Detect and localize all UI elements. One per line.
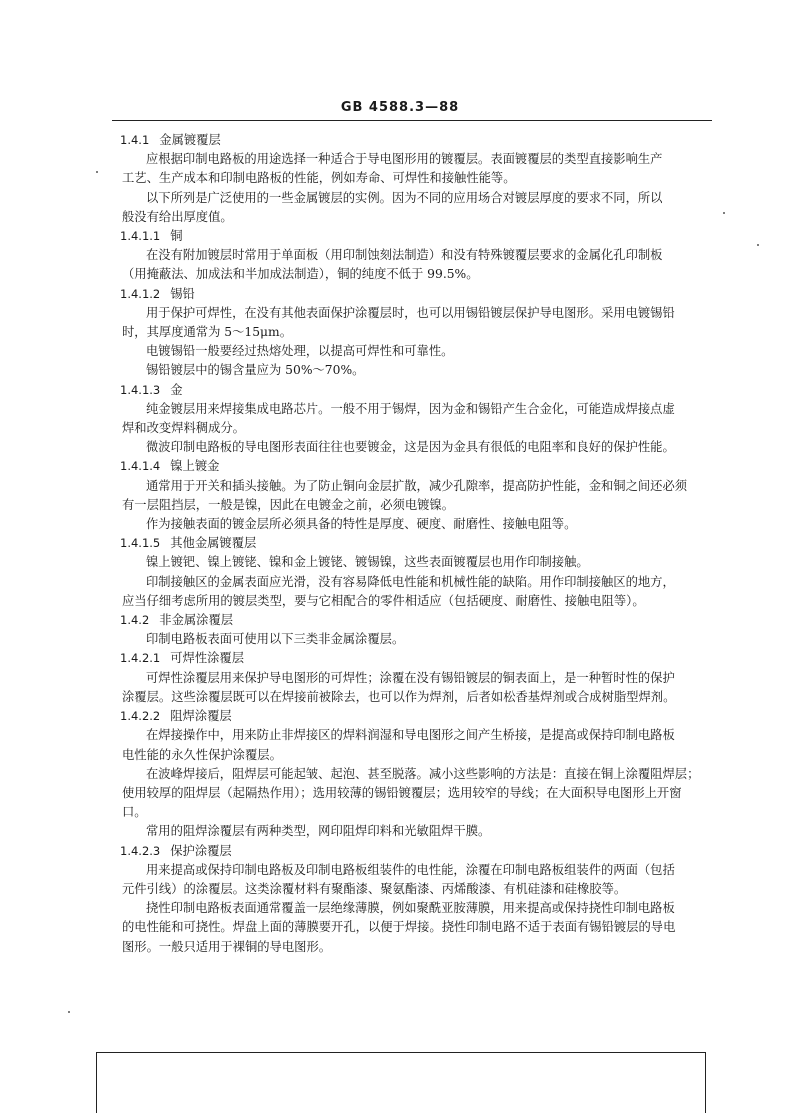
paragraph-line: 以下所列是广泛使用的一些金属镀层的实例。因为不同的应用场合对镀层厚度的要求不同，所以	[146, 190, 663, 205]
section-number: 1.4.1.2	[120, 286, 161, 301]
paragraph-line: 可焊性涂覆层用来保护导电图形的可焊性；涂覆在没有锡铅镀层的铜表面上，是一种暂时性的保护	[146, 670, 675, 685]
section-heading	[118, 457, 718, 476]
section-title: 非金属涂覆层	[159, 613, 234, 628]
paragraph-line: 电性能的永久性保护涂覆层。	[122, 747, 282, 762]
paragraph-line: 在焊接操作中，用来防止非焊接区的焊料润湿和导电图形之间产生桥接，是提高或保持印制电路板	[146, 728, 675, 743]
paragraph	[118, 189, 718, 227]
paragraph-line: 时，其厚度通常为 5～15μm。	[122, 325, 293, 340]
section-number: 1.4.1.5	[120, 536, 161, 551]
paragraph	[118, 304, 718, 342]
section-title: 金	[170, 382, 183, 397]
document-body	[118, 131, 718, 957]
paragraph	[118, 477, 718, 515]
paragraph-line: 印制接触区的金属表面应光滑，没有容易降低电性能和机械性能的缺陷。用作印制接触区的地方，	[146, 574, 675, 589]
paragraph-line: 工艺、生产成本和印制电路板的性能，例如寿命、可焊性和接触性能等。	[122, 171, 516, 186]
paragraph	[118, 553, 718, 572]
section-number: 1.4.1.4	[120, 459, 161, 474]
section-heading	[118, 227, 718, 246]
paragraph-line: 口。	[122, 805, 147, 820]
section-title: 其他金属镀覆层	[170, 536, 257, 551]
paragraph-line: 常用的阻焊涂覆层有两种类型，网印阻焊印料和光敏阻焊干膜。	[146, 824, 491, 839]
section-heading	[118, 131, 718, 150]
section-heading	[118, 534, 718, 553]
section-title: 保护涂覆层	[170, 843, 232, 858]
paragraph-line: 焊和改变焊料稠成分。	[122, 421, 245, 436]
paragraph	[118, 822, 718, 841]
section-title: 阻焊涂覆层	[170, 709, 232, 724]
section-number: 1.4.1	[120, 133, 150, 147]
scan-speckle	[68, 1011, 70, 1013]
paragraph-line: 元件引线）的涂覆层。这类涂覆材料有聚酯漆、聚氨酯漆、丙烯酸漆、有机硅漆和硅橡胶等。	[122, 881, 627, 896]
paragraph-line: 作为接触表面的镀金层所必须具备的特性是厚度、硬度、耐磨性、接触电阻等。	[146, 517, 577, 532]
paragraph	[118, 342, 718, 361]
section-number: 1.4.2	[120, 613, 150, 628]
paragraph-line: 用于保护可焊性，在没有其他表面保护涂覆层时，也可以用锡铅镀层保护导电图形。采用电镀锡铅	[146, 305, 675, 320]
section-heading	[118, 611, 718, 630]
paragraph-line: 镍上镀钯、镍上镀铑、镍和金上镀铑、镀锡镍，这些表面镀覆层也用作印制接触。	[146, 555, 589, 570]
paragraph-line: 涂覆层。这些涂覆层既可以在焊接前被除去，也可以作为焊剂，后者如松香基焊剂或合成树脂型焊剂。	[122, 689, 676, 704]
paragraph	[118, 150, 718, 188]
section-title: 金属镀覆层	[159, 133, 221, 147]
bottom-frame	[96, 1052, 706, 1113]
section-heading	[118, 381, 718, 400]
paragraph-line: 应根据印制电路板的用途选择一种适合于导电图形用的镀覆层。表面镀覆层的类型直接影响生产	[146, 152, 663, 167]
paragraph-line: 锡铅镀层中的锡含量应为 50%～70%。	[146, 363, 365, 378]
scan-speckle	[96, 171, 98, 173]
section-heading	[118, 707, 718, 726]
paragraph-line: 印制电路板表面可使用以下三类非金属涂覆层。	[146, 632, 405, 647]
paragraph	[118, 899, 718, 957]
paragraph-line: （用掩蔽法、加成法和半加成法制造），铜的纯度不低于 99.5%。	[122, 267, 479, 282]
paragraph	[118, 361, 718, 380]
paragraph	[118, 630, 718, 649]
header-rule	[112, 120, 712, 121]
section-title: 铜	[170, 229, 183, 244]
paragraph-line: 纯金镀层用来焊接集成电路芯片。一般不用于锡焊，因为金和锡铅产生合金化，可能造成焊接点虚	[146, 401, 675, 416]
paragraph	[118, 515, 718, 534]
paragraph-line: 用来提高或保持印制电路板及印制电路板组装件的电性能，涂覆在印制电路板组装件的两面（包括	[146, 862, 675, 877]
section-number: 1.4.1.3	[120, 382, 161, 397]
paragraph-line: 在没有附加镀层时常用于单面板（用印制蚀刻法制造）和没有特殊镀覆层要求的金属化孔印制板	[146, 248, 663, 263]
paragraph	[118, 726, 718, 764]
paragraph-line: 微波印制电路板的导电图形表面往往也要镀金，这是因为金具有很低的电阻率和良好的保护性能。	[146, 440, 675, 455]
section-heading	[118, 649, 718, 668]
scan-speckle	[757, 244, 759, 246]
paragraph-line: 电镀锡铅一般要经过热熔处理，以提高可焊性和可靠性。	[146, 344, 454, 359]
section-title: 可焊性涂覆层	[170, 651, 245, 666]
section-heading	[118, 842, 718, 861]
section-heading	[118, 285, 718, 304]
paragraph-line: 应当仔细考虑所用的镀层类型，要与它相配合的零件相适应（包括硬度、耐磨性、接触电阻等）。	[122, 593, 645, 608]
paragraph-line: 使用较厚的阻焊层（起隔热作用）；选用较薄的锡铅镀覆层；选用较窄的导线；在大面积导电图形上开窗	[122, 785, 682, 800]
paragraph	[118, 861, 718, 899]
page-header: GB 4588.3—88	[340, 100, 460, 115]
paragraph	[118, 669, 718, 707]
paragraph-line: 挠性印制电路板表面通常覆盖一层绝缘薄膜，例如聚酰亚胺薄膜，用来提高或保持挠性印制电路板	[146, 901, 675, 916]
paragraph	[118, 765, 718, 823]
section-number: 1.4.2.3	[120, 843, 161, 858]
section-number: 1.4.1.1	[120, 229, 161, 244]
section-number: 1.4.2.1	[120, 651, 161, 666]
paragraph-line: 的电性能和可挠性。焊盘上面的薄膜要开孔，以便于焊接。挠性印制电路不适于表面有锡铅镀层的导电	[122, 920, 676, 935]
paragraph	[118, 246, 718, 284]
paragraph	[118, 400, 718, 438]
paragraph-line: 般没有给出厚度值。	[122, 209, 233, 224]
section-number: 1.4.2.2	[120, 709, 161, 724]
scan-speckle	[723, 212, 725, 214]
paragraph-line: 有一层阻挡层，一般是镍，因此在电镀金之前，必须电镀镍。	[122, 497, 455, 512]
paragraph	[118, 573, 718, 611]
paragraph-line: 通常用于开关和插头接触。为了防止铜向金层扩散，减少孔隙率，提高防护性能，金和铜之间还必须	[146, 478, 688, 493]
paragraph-line: 图形。一般只适用于裸铜的导电图形。	[122, 939, 332, 954]
paragraph-line: 在波峰焊接后，阻焊层可能起皱、起泡、甚至脱落。减小这些影响的方法是：直接在铜上涂覆阻焊层；	[146, 766, 700, 781]
section-title: 镍上镀金	[170, 459, 220, 474]
section-title: 锡铅	[170, 286, 195, 301]
paragraph	[118, 438, 718, 457]
